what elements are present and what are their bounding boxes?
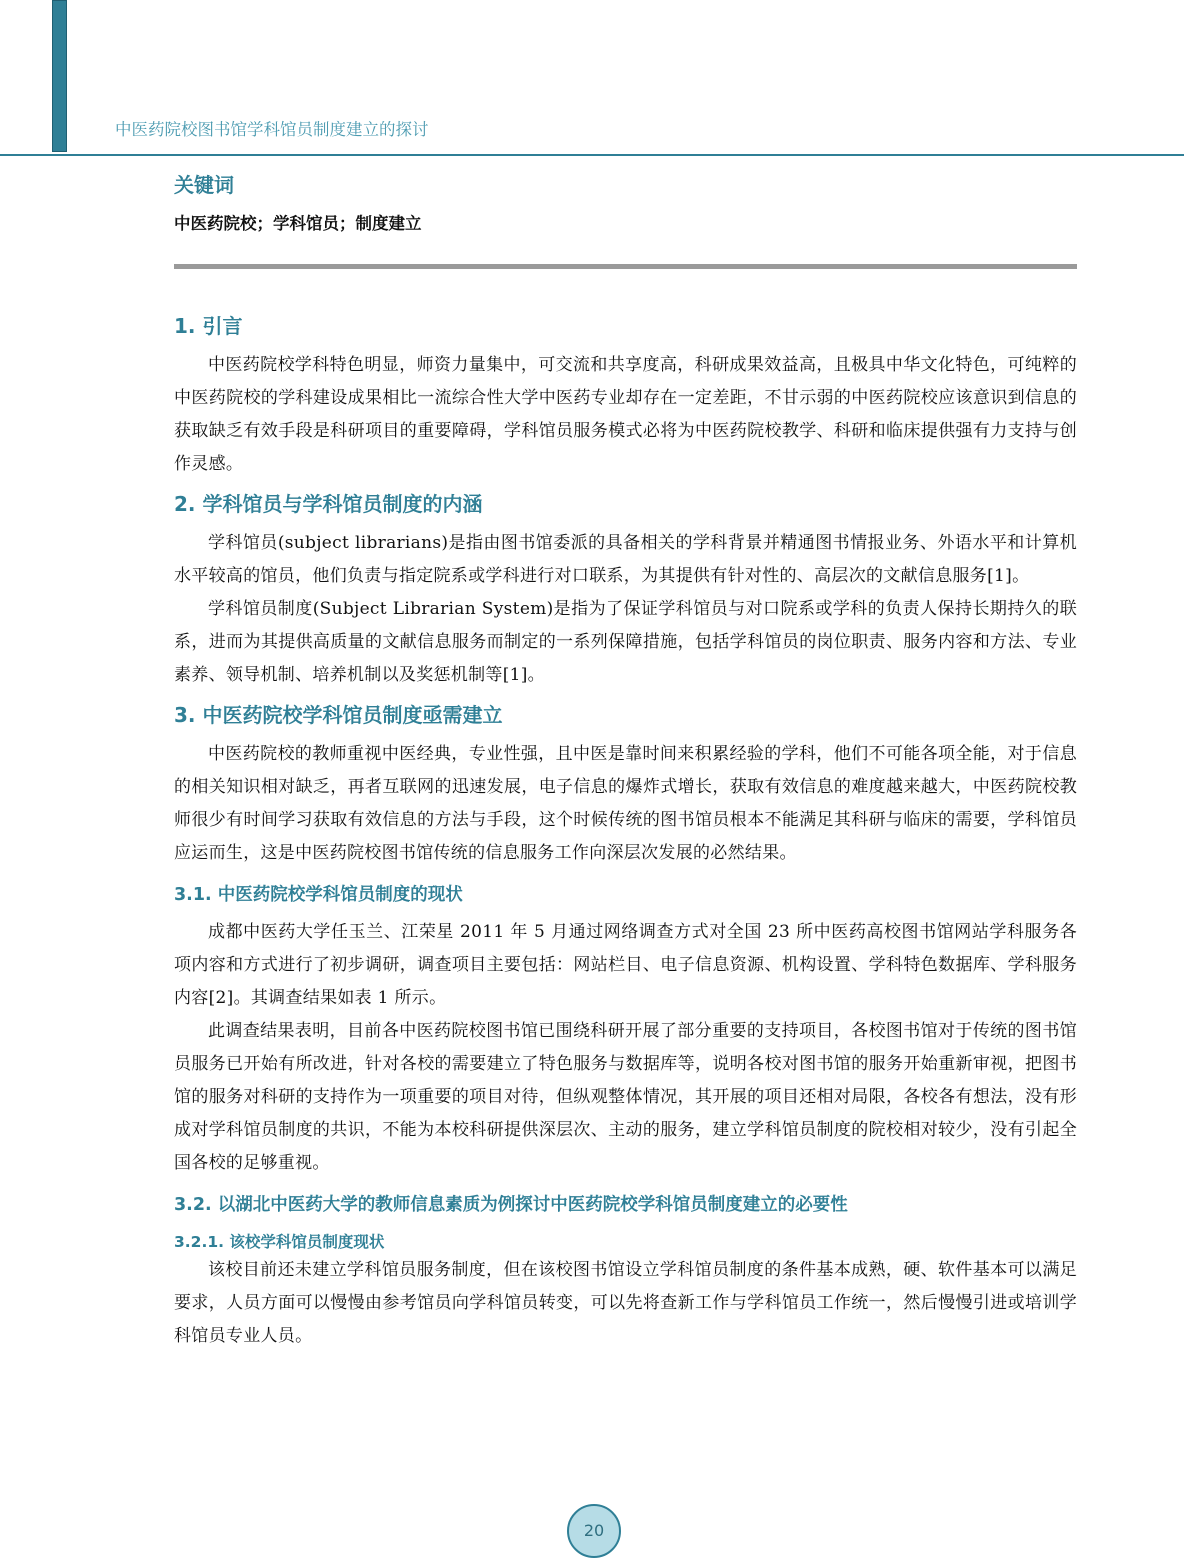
page-number-badge: 20 [567, 1504, 621, 1558]
section-heading-3-2-1: 3.2.1. 该校学科馆员制度现状 [174, 1233, 385, 1251]
section-heading-1: 1. 引言 [174, 314, 243, 338]
header-accent-bar [52, 0, 67, 152]
keywords-heading: 关键词 [174, 173, 234, 197]
paragraph: 该校目前还未建立学科馆员服务制度，但在该校图书馆设立学科馆员制度的条件基本成熟，硬、软件基本可以满足要求，人员方面可以慢慢由参考馆员向学科馆员转变，可以先将查新工作与学科馆员工作统一，然后慢慢引进或培训学科馆员专业人员。 [174, 1260, 1077, 1346]
section-heading-3: 3. 中医药院校学科馆员制度亟需建立 [174, 703, 503, 727]
header-rule [0, 154, 1184, 156]
section-heading-3-2: 3.2. 以湖北中医药大学的教师信息素质为例探讨中医药院校学科馆员制度建立的必要性 [174, 1195, 848, 1215]
running-title: 中医药院校图书馆学科馆员制度建立的探讨 [115, 120, 429, 139]
section-heading-2: 2. 学科馆员与学科馆员制度的内涵 [174, 492, 483, 516]
section-divider [174, 264, 1077, 269]
paragraph: 中医药院校的教师重视中医经典，专业性强，且中医是靠时间来积累经验的学科，他们不可能各项全能，对于信息的相关知识相对缺乏，再者互联网的迅速发展，电子信息的爆炸式增长，获取有效信息的难度越来越大，中医药院校教师很少有时间学习获取有效信息的方法与手段，这个时候传统的图书馆员根本不能满足其科研与临床的需要，学科馆员应运而生，这是中医药院校图书馆传统的信息服务工作向深层次发展的必然结果。 [174, 744, 1077, 863]
article-body [174, 170, 1077, 1353]
paragraph: 学科馆员(subject librarians)是指由图书馆委派的具备相关的学科背景并精通图书情报业务、外语水平和计算机水平较高的馆员，他们负责与指定院系或学科进行对口联系，为其提供有针对性的、高层次的文献信息服务[1]。 [174, 533, 1077, 586]
keywords-list: 中医药院校；学科馆员；制度建立 [174, 214, 422, 233]
paragraph: 中医药院校学科特色明显，师资力量集中，可交流和共享度高，科研成果效益高，且极具中华文化特色，可纯粹的中医药院校的学科建设成果相比一流综合性大学中医药专业却存在一定差距，不甘示弱的中医药院校应该意识到信息的获取缺乏有效手段是科研项目的重要障碍，学科馆员服务模式必将为中医药院校教学、科研和临床提供强有力支持与创作灵感。 [174, 355, 1077, 474]
section-heading-3-1: 3.1. 中医药院校学科馆员制度的现状 [174, 885, 463, 905]
paragraph: 成都中医药大学任玉兰、江荣星 2011 年 5 月通过网络调查方式对全国 23 所中医药高校图书馆网站学科服务各项内容和方式进行了初步调研，调查项目主要包括：网站栏目、电子信息资源、机构设置、学科特色数据库、学科服务内容[2]。其调查结果如表 1 所示。 [174, 922, 1077, 1008]
paragraph: 学科馆员制度(Subject Librarian System)是指为了保证学科馆员与对口院系或学科的负责人保持长期持久的联系，进而为其提供高质量的文献信息服务而制定的一系列保障措施，包括学科馆员的岗位职责、服务内容和方法、专业素养、领导机制、培养机制以及奖惩机制等[1]。 [174, 599, 1077, 685]
paragraph: 此调查结果表明，目前各中医药院校图书馆已围绕科研开展了部分重要的支持项目，各校图书馆对于传统的图书馆员服务已开始有所改进，针对各校的需要建立了特色服务与数据库等，说明各校对图书馆的服务开始重新审视，把图书馆的服务对科研的支持作为一项重要的项目对待，但纵观整体情况，其开展的项目还相对局限，各校各有想法，没有形成对学科馆员制度的共识，不能为本校科研提供深层次、主动的服务，建立学科馆员制度的院校相对较少，没有引起全国各校的足够重视。 [174, 1021, 1077, 1173]
